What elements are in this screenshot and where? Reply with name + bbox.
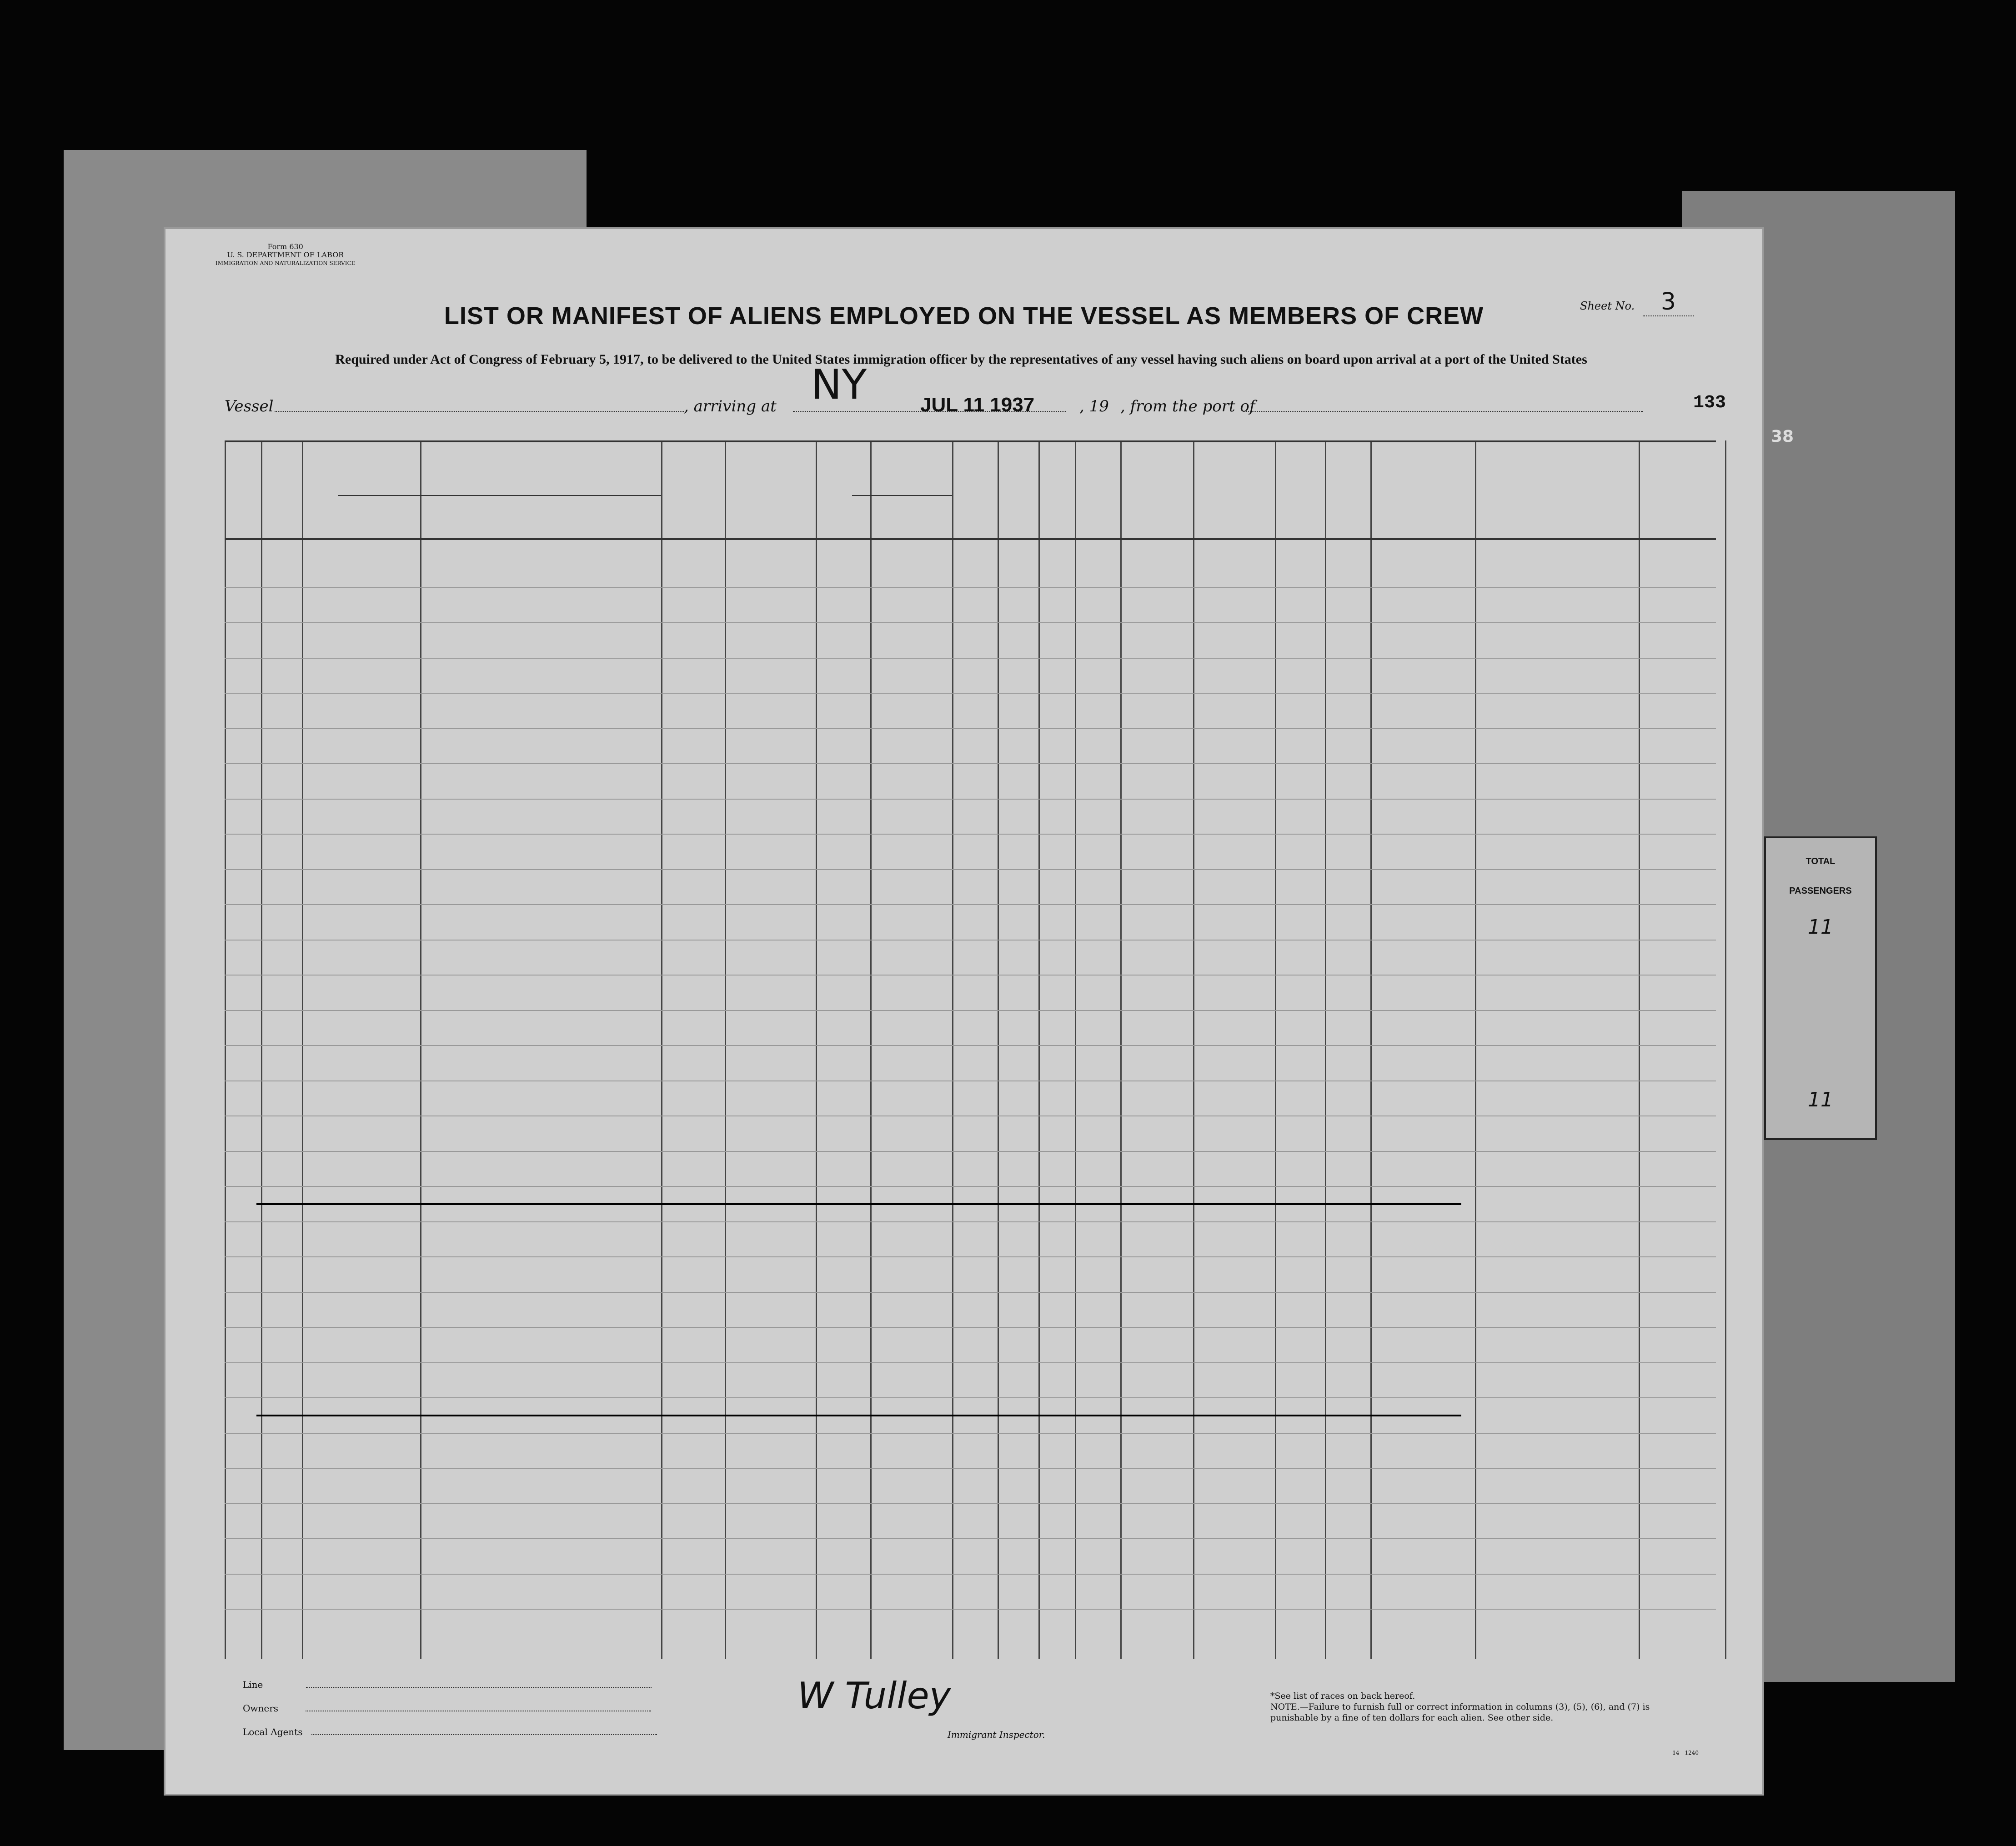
column-rule — [1075, 440, 1076, 1659]
column-rule — [998, 440, 999, 1659]
column-rule — [1639, 440, 1640, 1659]
manifest-number: 133 — [1693, 393, 1726, 413]
row-rule — [225, 1609, 1716, 1610]
column-rule — [661, 440, 662, 1659]
row-rule — [225, 1151, 1716, 1152]
row-rule — [225, 763, 1716, 764]
penalty-note: NOTE.—Failure to furnish full or correct information in columns (3), (5), (6), and (7) is punishable by a fine of ten dollars for each alien. See other side. — [1270, 1702, 1650, 1723]
form-code: 14—1240 — [1672, 1750, 1699, 1756]
total-value-1: 11 — [1808, 915, 1833, 939]
column-rule — [1475, 440, 1476, 1659]
row-rule — [225, 1010, 1716, 1011]
department-name: U. S. DEPARTMENT OF LABOR — [227, 250, 344, 259]
header-rule — [225, 440, 1716, 442]
local-agents-label: Local Agents — [243, 1726, 303, 1737]
column-rule — [225, 440, 226, 1659]
vessel-field — [275, 397, 684, 412]
local-agents-field — [311, 1734, 657, 1735]
row-rule — [225, 869, 1716, 870]
arriving-port-handwritten: NY — [811, 361, 867, 409]
row-rule — [225, 1221, 1716, 1222]
row-rule — [225, 1433, 1716, 1434]
row-rule — [225, 834, 1716, 835]
service-name: IMMIGRATION AND NATURALIZATION SERVICE — [216, 260, 356, 266]
vessel-label: Vessel — [225, 397, 274, 415]
strike-through-line — [256, 1415, 1461, 1416]
row-rule — [225, 1538, 1716, 1539]
row-rule — [225, 1186, 1716, 1187]
page-subtitle: Required under Act of Congress of February 5, 1917, to be delivered to the United States immigration officer by the representatives of any vessel having such aliens on board upon arrival at a port of the United States — [335, 352, 1587, 367]
header-rule — [225, 538, 1716, 540]
row-rule — [225, 1397, 1716, 1398]
row-rule — [225, 940, 1716, 941]
column-rule — [1038, 440, 1040, 1659]
footer-note — [1270, 1691, 1680, 1723]
row-rule — [225, 587, 1716, 588]
subheader-rule — [852, 495, 952, 496]
passengers-label: PASSENGERS — [1789, 886, 1852, 896]
row-rule — [225, 728, 1716, 729]
form-number: Form 630 — [267, 242, 303, 251]
row-rule — [225, 1468, 1716, 1469]
row-rule — [225, 1327, 1716, 1328]
side-manifest-number: 38 — [1771, 427, 1794, 446]
column-rule — [302, 440, 303, 1659]
column-rule — [1193, 440, 1194, 1659]
column-rule — [870, 440, 872, 1659]
row-rule — [225, 975, 1716, 976]
line-label: Line — [243, 1679, 263, 1690]
column-rule — [1120, 440, 1122, 1659]
line-field — [306, 1687, 652, 1688]
row-rule — [225, 1292, 1716, 1293]
row-rule — [225, 1574, 1716, 1575]
total-value-2: 11 — [1808, 1088, 1833, 1111]
inspector-signature: W Tulley — [797, 1675, 951, 1717]
row-rule — [225, 799, 1716, 800]
inspector-label: Immigrant Inspector. — [948, 1729, 1045, 1740]
page-title: LIST OR MANIFEST OF ALIENS EMPLOYED ON THE VESSEL AS MEMBERS OF CREW — [444, 302, 1484, 330]
row-rule — [225, 1045, 1716, 1046]
column-rule — [1370, 440, 1372, 1659]
year-label: , 19 — [1079, 397, 1109, 415]
row-rule — [225, 658, 1716, 659]
row-rule — [225, 904, 1716, 905]
column-rule — [725, 440, 726, 1659]
strike-through-line — [256, 1203, 1461, 1205]
column-rule — [420, 440, 421, 1659]
column-rule — [1725, 440, 1726, 1659]
owners-label: Owners — [243, 1703, 279, 1714]
arrival-date-stamp: JUL 11 1937 — [920, 394, 1035, 416]
manifest-page — [164, 227, 1764, 1796]
column-rule — [1275, 440, 1276, 1659]
row-rule — [225, 622, 1716, 623]
sheet-no-value: 3 — [1643, 288, 1694, 316]
subheader-rule — [338, 495, 661, 496]
column-rule — [952, 440, 953, 1659]
column-rule — [261, 440, 262, 1659]
vessel-line — [225, 361, 1726, 416]
arriving-label: , arriving at — [684, 397, 777, 415]
column-rule — [1325, 440, 1326, 1659]
races-note: *See list of races on back hereof. — [1270, 1691, 1415, 1701]
row-rule — [225, 693, 1716, 694]
sheet-label: Sheet No. — [1580, 300, 1635, 312]
footer-fields — [243, 1679, 657, 1750]
from-port-field — [1243, 397, 1643, 412]
row-rule — [225, 1503, 1716, 1504]
total-label: TOTAL — [1805, 856, 1835, 866]
crew-table — [225, 440, 1716, 1659]
row-rule — [225, 1256, 1716, 1257]
row-rule — [225, 1362, 1716, 1363]
from-port-label: , from the port of — [1120, 397, 1255, 415]
form-identifier — [216, 243, 355, 267]
total-passengers-box — [1764, 836, 1877, 1140]
column-rule — [816, 440, 817, 1659]
